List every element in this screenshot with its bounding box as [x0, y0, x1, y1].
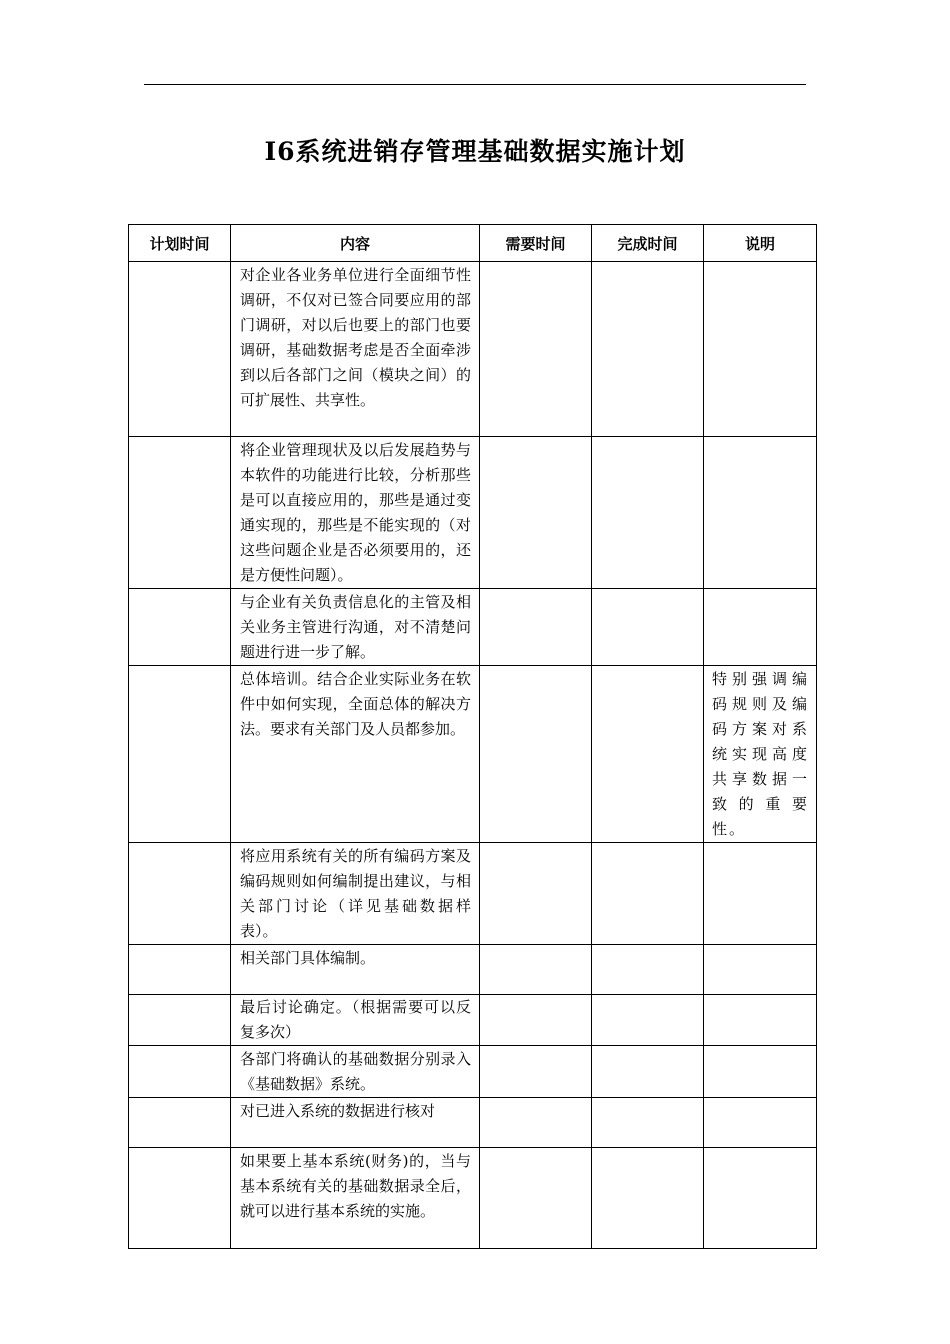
cell-content: 与企业有关负责信息化的主管及相关业务主管进行沟通，对不清楚问题进行进一步了解。 — [231, 589, 480, 666]
cell-need-time — [480, 1098, 592, 1148]
cell-done-time — [592, 262, 704, 437]
cell-note — [704, 1148, 817, 1249]
cell-content: 最后讨论确定。（根据需要可以反复多次） — [231, 995, 480, 1046]
table-row — [129, 666, 817, 843]
table-row — [129, 262, 817, 437]
table-row — [129, 945, 817, 995]
cell-done-time — [592, 945, 704, 995]
cell-need-time — [480, 945, 592, 995]
cell-need-time — [480, 589, 592, 666]
cell-done-time — [592, 437, 704, 589]
table-header-row — [129, 225, 817, 262]
cell-content: 各部门将确认的基础数据分别录入《基础数据》系统。 — [231, 1046, 480, 1098]
cell-plan-time — [129, 589, 231, 666]
table-row — [129, 1148, 817, 1249]
cell-need-time — [480, 666, 592, 843]
header-rule — [144, 84, 806, 85]
cell-done-time — [592, 1098, 704, 1148]
cell-plan-time — [129, 1098, 231, 1148]
cell-done-time — [592, 843, 704, 945]
cell-need-time — [480, 437, 592, 589]
header-content: 内容 — [231, 225, 480, 262]
cell-need-time — [480, 1046, 592, 1098]
cell-note — [704, 262, 817, 437]
cell-plan-time — [129, 1148, 231, 1249]
cell-content: 将企业管理现状及以后发展趋势与本软件的功能进行比较，分析那些是可以直接应用的，那些是通过变通实现的，那些是不能实现的（对这些问题企业是否必须要用的，还是方便性问题）。 — [231, 437, 480, 589]
cell-plan-time — [129, 437, 231, 589]
cell-need-time — [480, 843, 592, 945]
cell-need-time — [480, 262, 592, 437]
cell-need-time — [480, 1148, 592, 1249]
cell-plan-time — [129, 666, 231, 843]
cell-content: 相关部门具体编制。 — [231, 945, 480, 995]
cell-note: 特别强调编码规则及编码方案对系统实现高度共享数据一致的重要性。 — [704, 666, 817, 843]
table-row — [129, 995, 817, 1046]
cell-plan-time — [129, 1046, 231, 1098]
table-row — [129, 589, 817, 666]
cell-need-time — [480, 995, 592, 1046]
cell-done-time — [592, 1148, 704, 1249]
cell-done-time — [592, 589, 704, 666]
cell-done-time — [592, 995, 704, 1046]
header-need-time: 需要时间 — [480, 225, 592, 262]
table-row — [129, 1046, 817, 1098]
cell-plan-time — [129, 995, 231, 1046]
cell-plan-time — [129, 843, 231, 945]
cell-content: 对企业各业务单位进行全面细节性调研，不仅对已签合同要应用的部门调研，对以后也要上的部门也要调研，基础数据考虑是否全面牵涉到以后各部门之间（模块之间）的可扩展性、共享性。 — [231, 262, 480, 437]
cell-note — [704, 589, 817, 666]
plan-table — [128, 224, 817, 1249]
cell-plan-time — [129, 262, 231, 437]
table-row — [129, 843, 817, 945]
cell-plan-time — [129, 945, 231, 995]
cell-done-time — [592, 666, 704, 843]
cell-done-time — [592, 1046, 704, 1098]
table-row — [129, 437, 817, 589]
cell-note — [704, 1046, 817, 1098]
header-plan-time: 计划时间 — [129, 225, 231, 262]
cell-note — [704, 437, 817, 589]
document-title: I6系统进销存管理基础数据实施计划 — [264, 137, 686, 166]
header-done-time: 完成时间 — [592, 225, 704, 262]
cell-note — [704, 843, 817, 945]
header-note: 说明 — [704, 225, 817, 262]
cell-content: 如果要上基本系统(财务)的，当与基本系统有关的基础数据录全后，就可以进行基本系统的实施。 — [231, 1148, 480, 1249]
table-row — [129, 1098, 817, 1148]
cell-content: 总体培训。结合企业实际业务在软件中如何实现，全面总体的解决方法。要求有关部门及人员都参加。 — [231, 666, 480, 843]
cell-content: 对已进入系统的数据进行核对 — [231, 1098, 480, 1148]
cell-content: 将应用系统有关的所有编码方案及编码规则如何编制提出建议，与相关部门讨论（详见基础数据样表）。 — [231, 843, 480, 945]
cell-note — [704, 995, 817, 1046]
cell-note — [704, 1098, 817, 1148]
cell-note — [704, 945, 817, 995]
